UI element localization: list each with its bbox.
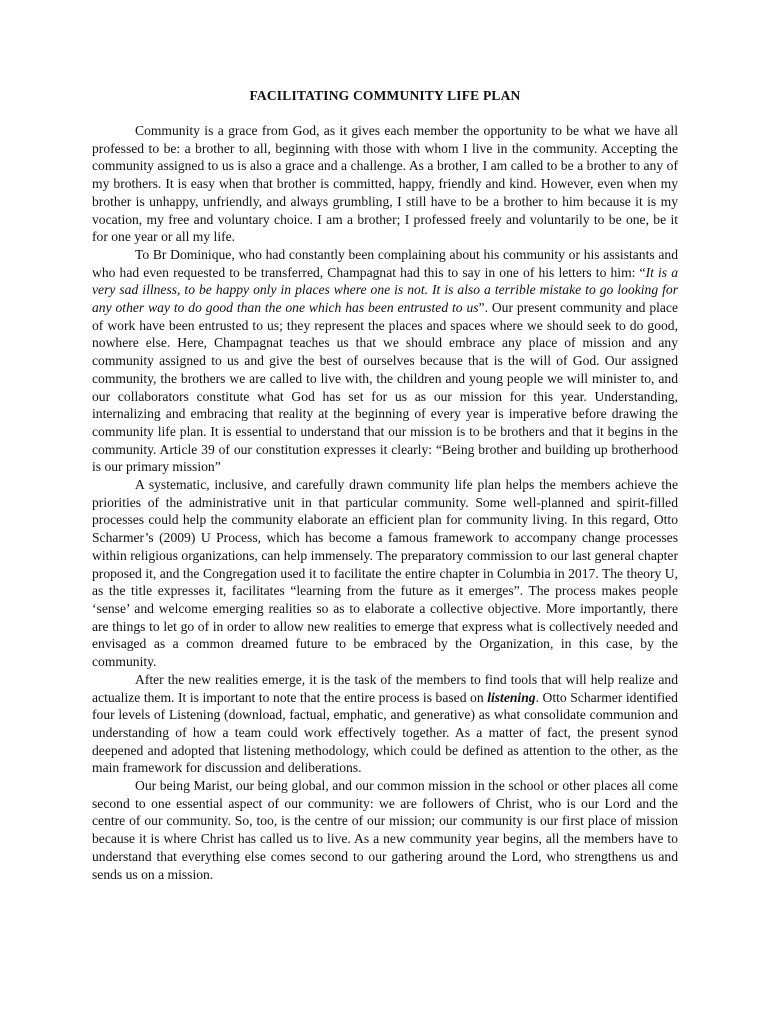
paragraph-3: A systematic, inclusive, and carefully drawn community life plan helps the members achieve the priorities of the administrative unit in that particular community. Some well-planned and spirit-filled processes could help the community elaborate an efficient plan for community living. In this regard, Otto Scharmer’s (2009) U Process, which has become a famous framework to accompany change processes within religious organizations, can help immensely. The preparatory commission to our last general chapter proposed it, and the Congregation used it to facilitate the entire chapter in Columbia in 2017. The theory U, as the title expresses it, facilitates “learning from the future as it emerges”. The process makes people ‘sense’ and welcome emerging realities so as to elaborate a collective objective. More importantly, there are things to let go of in order to allow new realities to emerge that express what is collectively needed and envisaged as a common dreamed future to be embraced by the Organization, in this case, by the community. [92, 477, 678, 670]
document-title: FACILITATING COMMUNITY LIFE PLAN [249, 88, 521, 103]
paragraph-4-text-b: . Otto Scharmer identified four levels of Listening (download, factual, emphatic, and generative) as what consolidate communion and understanding of how a team could work effectively together. As a matter of fact, the present synod deepened and adopted that listening methodology, which could be defined as attention to the other, as the main framework for discussion and deliberations. [92, 689, 678, 776]
listening-emphasis: listening [487, 689, 536, 705]
paragraph-2-text-a: To Br Dominique, who had constantly been complaining about his community or his assistants and who had even requested to be transferred, Champagnat had this to say in one of his letters to him: “ [92, 246, 678, 280]
paragraph-2-text-b: ”. Our present community and place of work have been entrusted to us; they represent the places and spaces where we should seek to do good, nowhere else. Here, Champagnat teaches us that we should embrace any place of mission and any community assigned to us and give the best of ourselves because that is the will of God. Our assigned community, the brothers we are called to live with, the children and young people we will minister to, and our collaborators constitute what God has set for us as our mission for this year. Understanding, internalizing and embracing that reality at the beginning of every year is imperative before drawing the community life plan. It is essential to understand that our mission is to be brothers and that it begins in the community. Article 39 of our constitution expresses it clearly: “Being brother and building up brotherhood is our primary mission” [92, 300, 678, 475]
paragraph-4 [92, 671, 678, 777]
paragraph-5: Our being Marist, our being global, and our common mission in the school or other places all come second to one essential aspect of our community: we are followers of Christ, who is our Lord and the centre of our community. So, too, is the centre of our mission; our community is our first place of mission because it is where Christ has called us to live. As a new community year begins, all the members have to understand that everything else comes second to our gathering around the Lord, who strengthens us and sends us on a mission. [92, 778, 678, 882]
paragraph-4-text-a: After the new realities emerge, it is the task of the members to find tools that will help realize and actualize them. It is important to note that the entire process is based on [92, 671, 678, 705]
champagnat-quote: It is a very sad illness, to be happy only in places where one is not. It is also a terrible mistake to go looking for any other way to do good than the one which has been entrusted to us [92, 264, 679, 316]
paragraph-2 [92, 246, 678, 476]
paragraph-1: Community is a grace from God, as it gives each member the opportunity to be what we have all professed to be: a brother to all, beginning with those with whom I live in the community. Accepting the community assigned to us is also a grace and a challenge. As a brother, I am called to be a brother to any of my brothers. It is easy when that brother is committed, happy, friendly and kind. However, even when my brother is unhappy, unfriendly, and always grumbling, I still have to be a brother to him because it is my vocation, my free and voluntary choice. I am a brother; I professed freely and voluntarily to be one, be it for one year or all my life. [92, 123, 678, 245]
document-page [92, 88, 678, 883]
